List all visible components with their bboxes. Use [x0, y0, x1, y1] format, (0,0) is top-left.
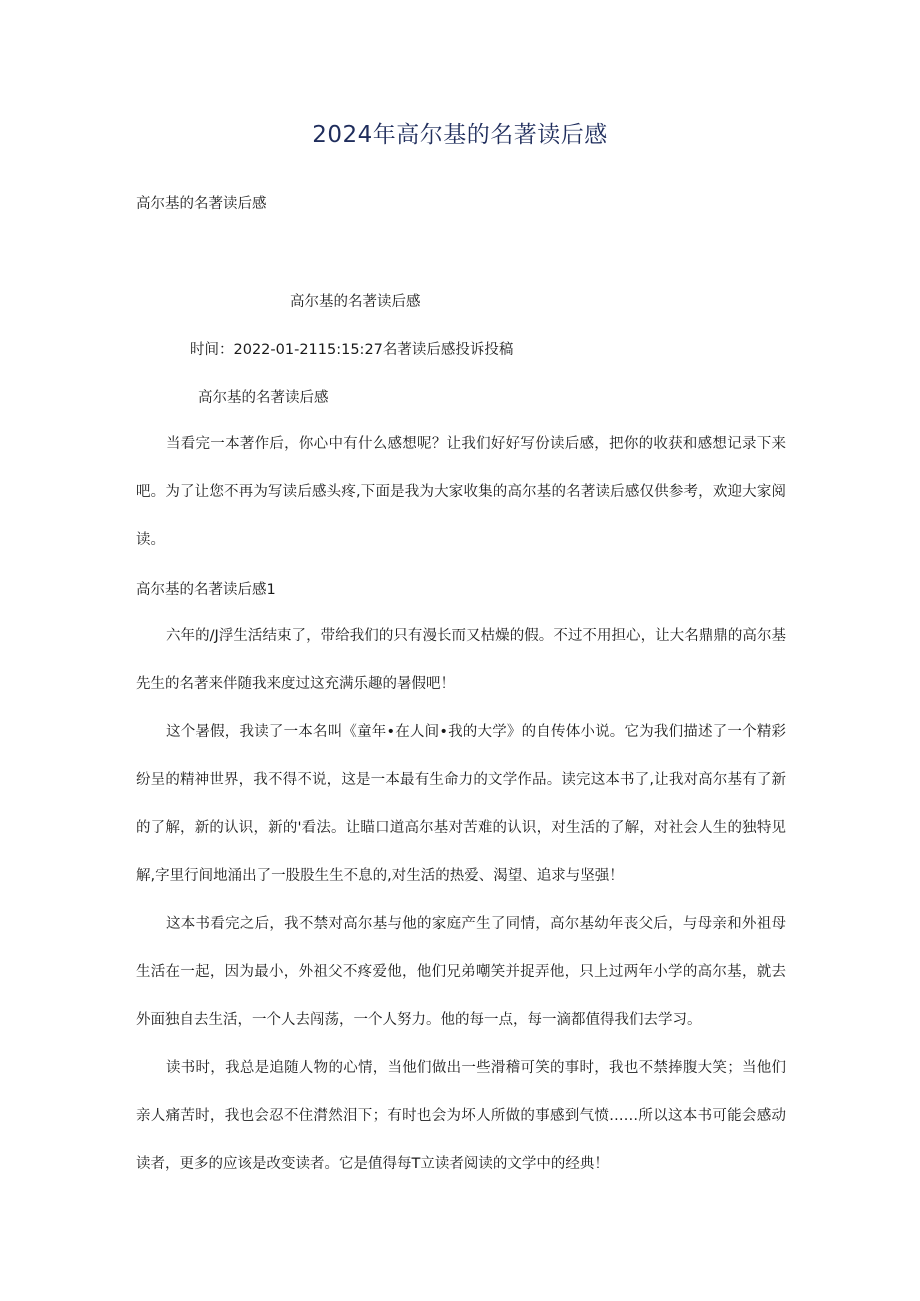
document-subtitle: 高尔基的名著读后感	[136, 196, 267, 212]
article-inner-title: 高尔基的名著读后感	[198, 390, 329, 406]
body-paragraph: 六年的/J浮生活结束了，带给我们的只有漫长而又枯燥的假。不过不用担心，让大名鼎鼎的高尔基先生的名著来伴随我来度过这充满乐趣的暑假吧！	[136, 628, 786, 692]
section-heading: 高尔基的名著读后感1	[136, 582, 276, 598]
document-title: 2024年高尔基的名著读后感	[312, 122, 608, 148]
intro-paragraph: 当看完一本著作后，你心中有什么感想呢？让我们好好写份读后感，把你的收获和感想记录下来吧。为了让您不再为写读后感头疼,下面是我为大家收集的高尔基的名著读后感仅供参考，欢迎大家阅读。	[136, 436, 786, 548]
article-title: 高尔基的名著读后感	[290, 294, 421, 310]
body-paragraph: 这个暑假，我读了一本名叫《童年•在人间•我的大学》的自传体小说。它为我们描述了一个精彩纷呈的精神世界，我不得不说，这是一本最有生命力的文学作品。读完这本书了,让我对高尔基有了新的了解，新的认识，新的'看法。让瞄口道高尔基对苦难的认识，对生活的了解，对社会人生的独特见解,字里行间地涌出了一股股生生不息的,对生活的热爱、渴望、追求与坚强！	[136, 724, 786, 884]
body-paragraph: 读书时，我总是追随人物的心情，当他们做出一些滑稽可笑的事时，我也不禁捧腹大笑；当他们亲人痛苦时，我也会忍不住潸然泪下；有时也会为坏人所做的事感到气愤……所以这本书可能会感动读者，更多的应该是改变读者。它是值得每T立读者阅读的文学中的经典！	[136, 1060, 786, 1172]
article-meta: 时间：2022-01-2115:15:27名著读后感投诉投稿	[190, 342, 514, 358]
body-paragraph: 这本书看完之后，我不禁对高尔基与他的家庭产生了同情，高尔基幼年丧父后，与母亲和外祖母生活在一起，因为最小，外祖父不疼爱他，他们兄弟嘲笑并捉弄他，只上过两年小学的高尔基，就去外面独自去生活，一个人去闯荡，一个人努力。他的每一点，每一滴都值得我们去学习。	[136, 916, 786, 1028]
